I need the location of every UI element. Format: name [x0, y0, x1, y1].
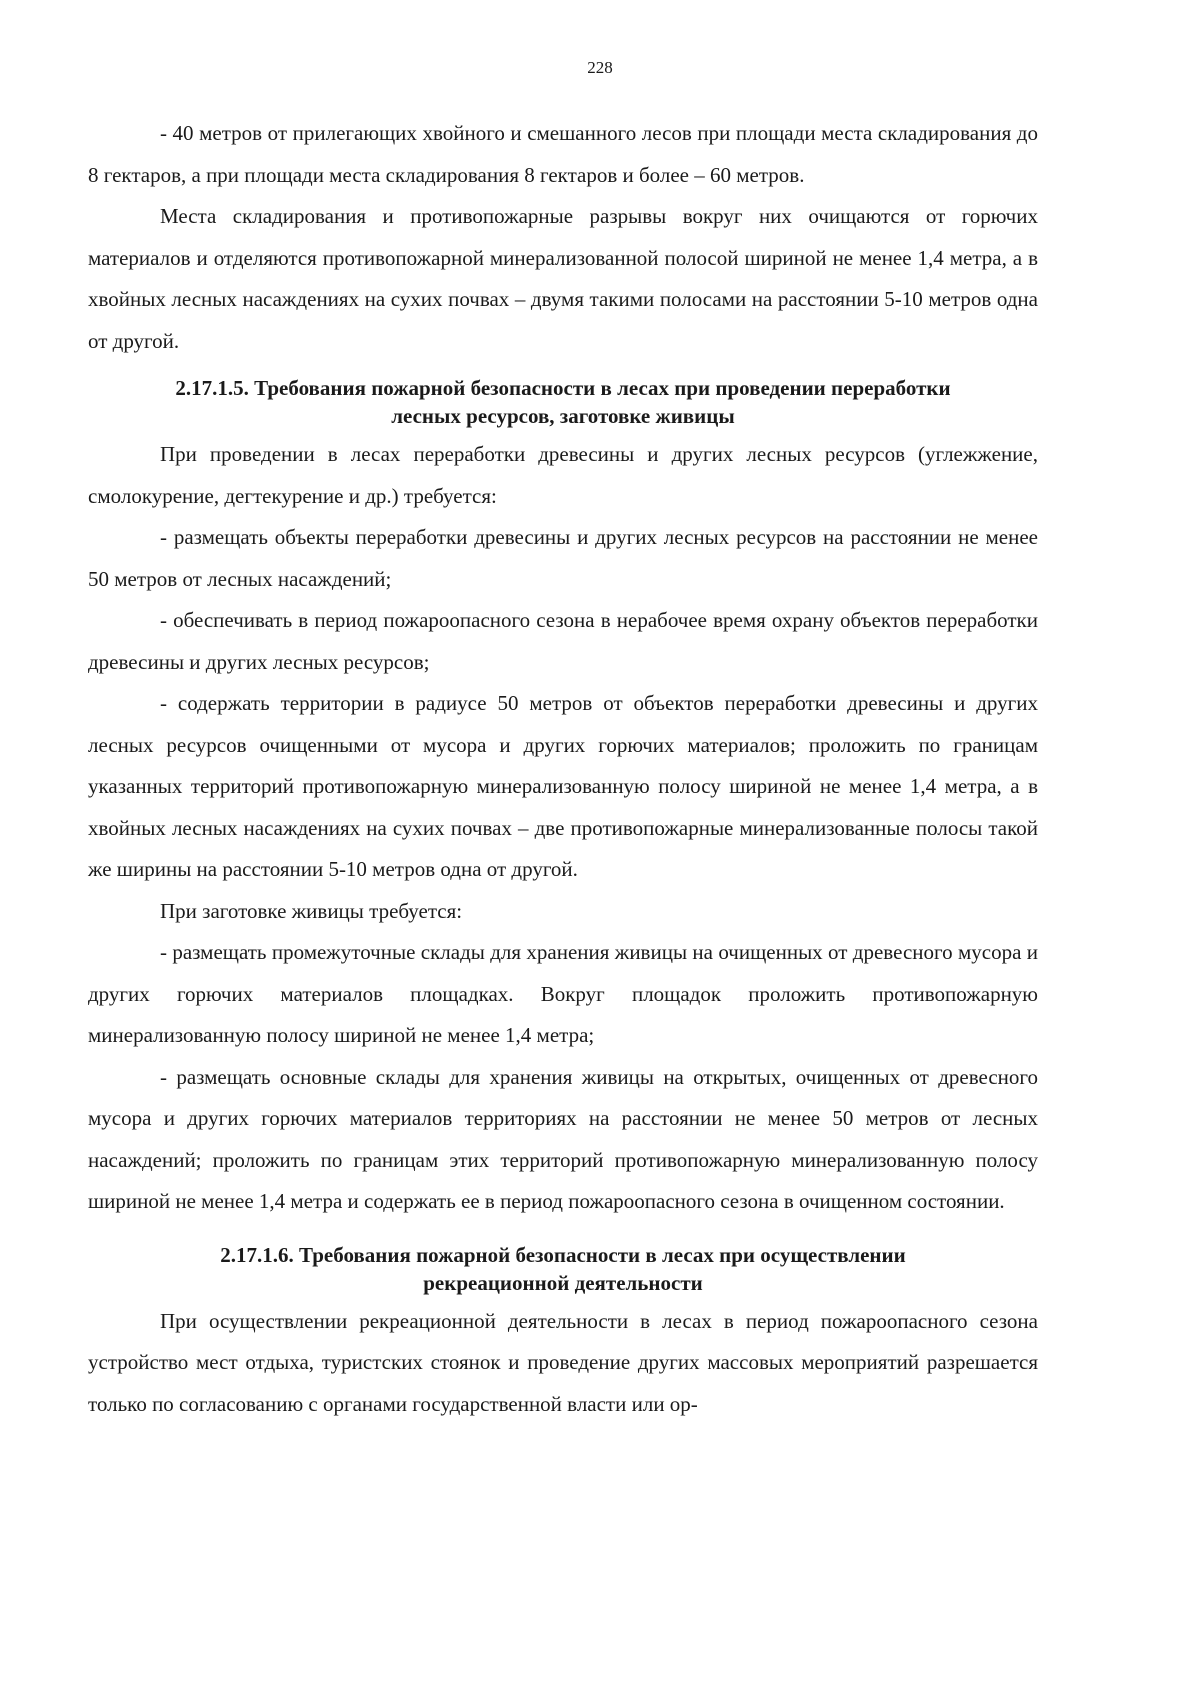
section-heading-2-17-1-6 — [88, 1241, 1038, 1297]
paragraph: - размещать объекты переработки древесины и других лесных ресурсов на расстоянии не менее 50 метров от лесных насаждений; — [88, 525, 1038, 591]
paragraph: - обеспечивать в период пожароопасного сезона в нерабочее время охрану объектов переработки древесины и других лесных ресурсов; — [88, 608, 1038, 674]
section-heading-line: лесных ресурсов, заготовке живицы — [391, 404, 735, 428]
paragraph: - размещать основные склады для хранения живицы на открытых, очищенных от древесного мусора и других горючих материалов территориях на расстоянии не менее 50 метров от лесных насаждений; проложить по границам этих территорий противопожарную минерализованную полосу шириной не менее 1,4 метра и содержать ее в период пожароопасного сезона в очищенном состоянии. — [88, 1064, 1038, 1213]
page-content — [88, 113, 1038, 1425]
paragraph: - 40 метров от прилегающих хвойного и смешанного лесов при площади места складирования до 8 гектаров, а при площади места складирования 8 гектаров и более – 60 метров. — [88, 121, 1038, 187]
paragraph: - размещать промежуточные склады для хранения живицы на очищенных от древесного мусора и других горючих материалов площадках. Вокруг площадок проложить противопожарную минерализованную полосу шириной не менее 1,4 метра; — [88, 940, 1038, 1047]
paragraph: - содержать территории в радиусе 50 метров от объектов переработки древесины и других лесных ресурсов очищенными от мусора и других горючих материалов; проложить по границам указанных территорий противопожарную минерализованную полосу шириной не менее 1,4 метра, а в хвойных лесных насаждениях на сухих почвах – две противопожарные минерализованные полосы такой же ширины на расстоянии 5-10 метров одна от другой. — [88, 691, 1038, 881]
paragraph: При проведении в лесах переработки древесины и других лесных ресурсов (углежжение, смолокурение, дегтекурение и др.) требуется: — [88, 442, 1038, 508]
page-number: 228 — [587, 58, 613, 77]
section-heading-line: 2.17.1.5. Требования пожарной безопасности в лесах при проведении переработки — [175, 376, 951, 400]
paragraph: При заготовке живицы требуется: — [160, 898, 463, 923]
section-heading-line: 2.17.1.6. Требования пожарной безопасности в лесах при осуществлении — [220, 1242, 906, 1267]
paragraph: При осуществлении рекреационной деятельности в лесах в период пожароопасного сезона устройство мест отдыха, туристских стоянок и проведение других массовых мероприятий разрешается только по согласованию с органами государственной власти или ор- — [88, 1308, 1038, 1416]
section-heading-2-17-1-5 — [88, 374, 1038, 430]
paragraph: Места складирования и противопожарные разрывы вокруг них очищаются от горючих материалов и отделяются противопожарной минерализованной полосой шириной не менее 1,4 метра, а в хвойных лесных насаждениях на сухих почвах – двумя такими полосами на расстоянии 5-10 метров одна от другой. — [88, 204, 1038, 353]
section-heading-line: рекреационной деятельности — [423, 1270, 703, 1295]
